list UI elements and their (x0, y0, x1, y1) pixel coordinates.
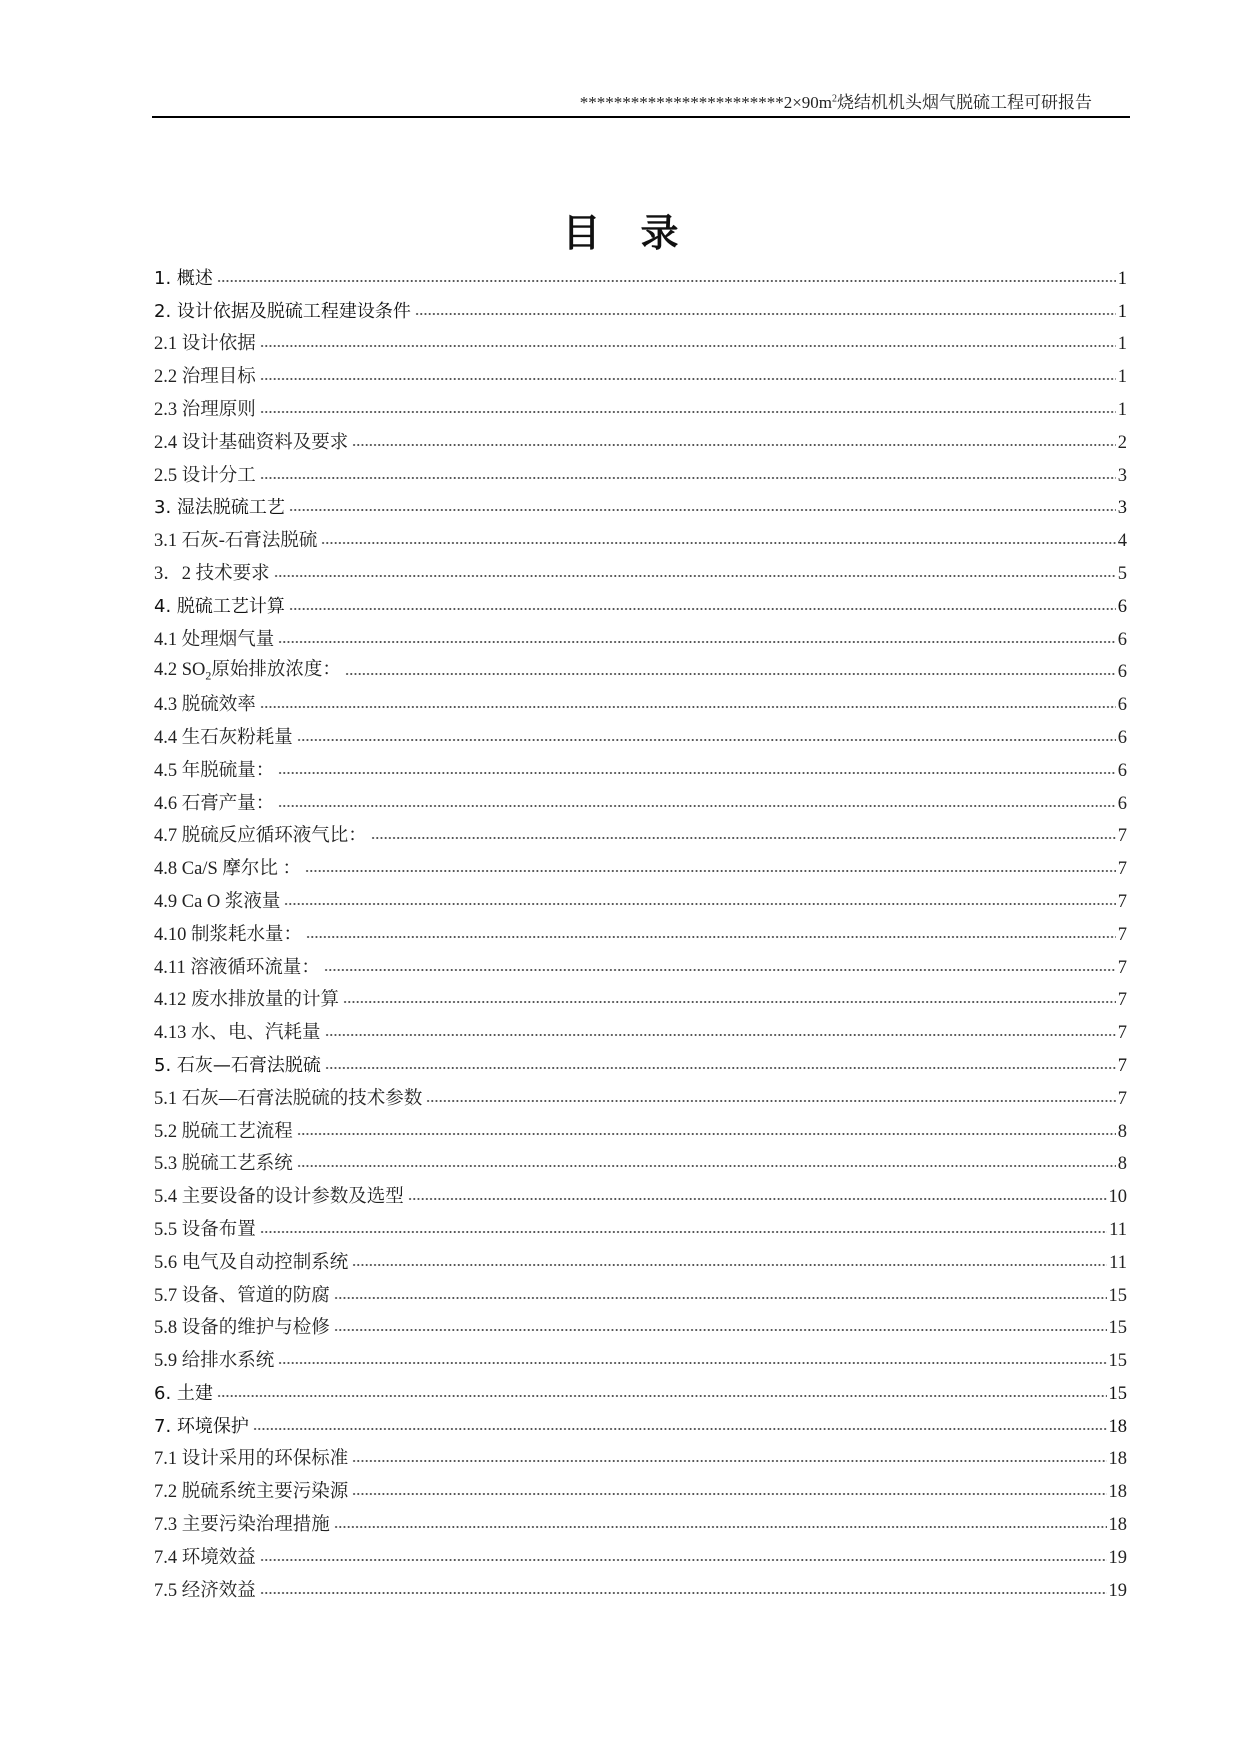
toc-entry-page-number: 2 (1117, 432, 1127, 453)
toc-entry-label (154, 1444, 352, 1470)
toc-entry[interactable] (154, 1175, 1127, 1208)
toc-entry[interactable] (154, 454, 1127, 487)
toc-dot-leader (260, 376, 1116, 382)
toc-entry-label (154, 854, 305, 880)
toc-dot-leader (289, 606, 1116, 612)
toc-entry-page-number: 8 (1117, 1154, 1127, 1175)
toc-entry[interactable] (154, 683, 1127, 716)
toc-entry[interactable] (154, 1241, 1127, 1274)
toc-entry-page-number: 7 (1117, 1055, 1127, 1076)
toc-entry[interactable] (154, 1208, 1127, 1241)
toc-entry[interactable] (154, 355, 1127, 388)
toc-entry-page-number: 8 (1117, 1121, 1127, 1142)
toc-entry[interactable] (154, 388, 1127, 421)
toc-dot-leader (274, 573, 1116, 579)
page-header (152, 84, 1130, 118)
toc-entry-label-text: 6. 土建 (154, 1382, 213, 1404)
toc-entry-page-number: 11 (1109, 1252, 1127, 1273)
toc-entry-page-number: 6 (1117, 760, 1127, 781)
toc-dot-leader (408, 1196, 1107, 1202)
toc-entry[interactable] (154, 487, 1127, 520)
toc-dot-leader (253, 1426, 1107, 1432)
toc-entry-label (154, 329, 260, 355)
toc-dot-leader (278, 1360, 1106, 1366)
toc-dot-leader (297, 737, 1116, 743)
toc-entry-label-text: 2.5 设计分工 (154, 465, 256, 486)
toc-entry-label (154, 789, 278, 815)
toc-entry-label (154, 953, 324, 979)
toc-entry-label (154, 625, 278, 651)
toc-entry-page-number: 1 (1117, 268, 1127, 289)
toc-entry-page-number: 19 (1108, 1580, 1127, 1601)
toc-entry-page-number: 1 (1117, 334, 1127, 355)
toc-entry-label (154, 1346, 278, 1372)
toc-entry[interactable] (154, 913, 1127, 946)
toc-entry-label (154, 1477, 352, 1503)
toc-entry-page-number: 4 (1117, 531, 1127, 552)
toc-dot-leader (297, 1131, 1116, 1137)
toc-entry-label (154, 756, 278, 782)
toc-entry-page-number: 7 (1117, 859, 1127, 880)
toc-entry-page-number: 6 (1117, 727, 1127, 748)
toc-entry-page-number: 7 (1117, 891, 1127, 912)
toc-entry[interactable] (154, 290, 1127, 323)
toc-entry[interactable] (154, 815, 1127, 848)
header-text-suffix: 烧结机机头烟气脱硫工程可研报告 (837, 93, 1092, 112)
toc-entry[interactable] (154, 1077, 1127, 1110)
toc-dot-leader (260, 1590, 1107, 1596)
toc-entry-label-text: 3.1 石灰-石膏法脱硫 (154, 531, 318, 552)
toc-entry-label-text: 4.2 SO (154, 659, 206, 680)
toc-entry-label (154, 461, 260, 487)
toc-entry-label-text: 4.8 Ca/S 摩尔比 ： (154, 859, 301, 880)
toc-entry-page-number: 6 (1117, 793, 1127, 814)
toc-entry-label (154, 592, 289, 618)
toc-entry-label-text: 4.5 年脱硫量： (154, 760, 275, 781)
toc-entry[interactable] (154, 1569, 1127, 1602)
toc-dot-leader (334, 1327, 1107, 1333)
toc-entry[interactable] (154, 880, 1127, 913)
toc-entry-label (154, 1576, 260, 1602)
toc-entry-page-number: 18 (1108, 1449, 1127, 1470)
toc-entry[interactable] (154, 257, 1127, 290)
toc-entry-label (154, 297, 415, 323)
toc-entry[interactable] (154, 1503, 1127, 1536)
toc-entry[interactable] (154, 749, 1127, 782)
toc-dot-leader (415, 311, 1116, 317)
toc-dot-leader (260, 704, 1116, 710)
toc-entry-label-text: 4.3 脱硫效率 (154, 695, 256, 716)
table-of-contents (154, 257, 1127, 1602)
toc-entry-label-text: 2.1 设计依据 (154, 334, 256, 355)
toc-entry-label-text: 1. 概述 (154, 267, 213, 289)
toc-entry-label-text: 2.3 治理原则 (154, 399, 256, 420)
toc-entry[interactable] (154, 1470, 1127, 1503)
toc-dot-leader (278, 770, 1115, 776)
toc-dot-leader (321, 540, 1115, 546)
toc-entry-label-text: 5.1 石灰—石膏法脱硫的技术参数 (154, 1088, 423, 1109)
toc-dot-leader (352, 442, 1115, 448)
toc-entry-page-number: 5 (1117, 563, 1127, 584)
toc-entry-page-number: 6 (1117, 662, 1127, 683)
toc-entry-label-text: 7.4 环境效益 (154, 1547, 256, 1568)
toc-entry-page-number: 15 (1108, 1318, 1127, 1339)
toc-entry[interactable] (154, 782, 1127, 815)
toc-entry[interactable] (154, 847, 1127, 880)
toc-entry-label (154, 1543, 260, 1569)
toc-entry-label (154, 1281, 334, 1307)
toc-entry[interactable] (154, 1110, 1127, 1143)
toc-entry-page-number: 1 (1117, 367, 1127, 388)
toc-entry-page-number: 6 (1117, 695, 1127, 716)
toc-entry-label-text: 5.4 主要设备的设计参数及选型 (154, 1187, 404, 1208)
toc-entry-label-text: 4.6 石膏产量： (154, 793, 275, 814)
toc-entry-label (154, 1510, 334, 1536)
toc-entry[interactable] (154, 651, 1127, 684)
toc-entry-label-text: 4.7 脱硫反应循环液气比： (154, 826, 367, 847)
toc-dot-leader (426, 1098, 1115, 1104)
toc-entry[interactable] (154, 552, 1127, 585)
toc-entry-label (154, 1215, 260, 1241)
toc-dot-leader (260, 1229, 1107, 1235)
toc-dot-leader (297, 1163, 1116, 1169)
header-superscript: 2 (832, 93, 837, 105)
toc-entry-label-text: 7.5 经济效益 (154, 1580, 256, 1601)
toc-entry-label-text: 2. 设计依据及脱硫工程建设条件 (154, 300, 411, 322)
toc-entry-label-subscript: 2 (205, 668, 212, 683)
toc-dot-leader (278, 639, 1115, 645)
toc-entry[interactable] (154, 1011, 1127, 1044)
toc-entry-page-number: 15 (1108, 1351, 1127, 1372)
toc-entry-label-text: 5.3 脱硫工艺系统 (154, 1154, 293, 1175)
toc-entry[interactable] (154, 1307, 1127, 1340)
toc-entry-label (154, 690, 260, 716)
toc-entry-label (154, 723, 297, 749)
toc-dot-leader (217, 278, 1116, 284)
toc-entry-page-number: 7 (1117, 1088, 1127, 1109)
toc-entry-page-number: 15 (1108, 1285, 1127, 1306)
toc-entry[interactable] (154, 585, 1127, 618)
toc-dot-leader (325, 1065, 1116, 1071)
toc-entry-label-text: 5.2 脱硫工艺流程 (154, 1121, 293, 1142)
toc-dot-leader (260, 409, 1116, 415)
toc-dot-leader (260, 343, 1116, 349)
toc-entry[interactable] (154, 1044, 1127, 1077)
toc-entry-label (154, 985, 343, 1011)
toc-entry-page-number: 6 (1117, 596, 1127, 617)
toc-entry[interactable] (154, 716, 1127, 749)
toc-entry-label (154, 887, 284, 913)
toc-dot-leader (278, 803, 1115, 809)
toc-entry-label (154, 1018, 325, 1044)
toc-dot-leader (371, 835, 1116, 841)
toc-entry-label-text: 3．2 技术要求 (154, 563, 270, 584)
toc-entry-page-number: 7 (1117, 826, 1127, 847)
toc-entry-label-text: 5.9 给排水系统 (154, 1351, 275, 1372)
toc-entry-page-number: 10 (1108, 1187, 1127, 1208)
toc-entry-page-number: 1 (1117, 399, 1127, 420)
toc-entry-page-number: 19 (1108, 1547, 1127, 1568)
toc-entry-label-text: 4.13 水、电、汽耗量 (154, 1023, 321, 1044)
toc-entry-label (154, 395, 260, 421)
toc-entry-label (154, 559, 274, 585)
toc-entry-label (154, 1149, 297, 1175)
toc-dot-leader (324, 967, 1116, 973)
toc-entry-label (154, 428, 352, 454)
header-text-prefix: ************************2×90m (579, 93, 832, 112)
toc-entry-page-number: 18 (1108, 1482, 1127, 1503)
toc-dot-leader (289, 507, 1116, 513)
toc-dot-leader (325, 1032, 1116, 1038)
toc-dot-leader (334, 1524, 1107, 1530)
toc-entry-label-text: 2.2 治理目标 (154, 367, 256, 388)
toc-entry-page-number: 7 (1117, 924, 1127, 945)
header-title (580, 88, 1092, 113)
toc-entry-label (154, 1051, 325, 1077)
toc-entry-label-text: 7.2 脱硫系统主要污染源 (154, 1482, 349, 1503)
toc-dot-leader (217, 1393, 1107, 1399)
toc-entry-page-number: 11 (1109, 1219, 1127, 1240)
toc-entry-page-number: 7 (1117, 957, 1127, 978)
toc-entry-label-text: 4.1 处理烟气量 (154, 629, 275, 650)
toc-entry[interactable] (154, 946, 1127, 979)
toc-entry-label-text: 7.1 设计采用的环保标准 (154, 1449, 349, 1470)
toc-dot-leader (260, 475, 1116, 481)
toc-entry[interactable] (154, 1438, 1127, 1471)
toc-entry-label-text: 5.6 电气及自动控制系统 (154, 1252, 349, 1273)
toc-entry-label (154, 362, 260, 388)
toc-entry-page-number: 18 (1108, 1416, 1127, 1437)
toc-entry-label-text: 4.9 Ca O 浆液量 (154, 891, 281, 912)
toc-entry-label-text-after: 原始排放浓度： (211, 659, 341, 680)
toc-entry-label (154, 1084, 426, 1110)
toc-entry[interactable] (154, 1405, 1127, 1438)
toc-entry-page-number: 3 (1117, 498, 1127, 519)
toc-entry-label (154, 526, 321, 552)
toc-entry-label-text: 5.8 设备的维护与检修 (154, 1318, 330, 1339)
toc-dot-leader (306, 934, 1116, 940)
toc-entry[interactable] (154, 323, 1127, 356)
toc-entry-label (154, 1182, 408, 1208)
toc-entry[interactable] (154, 979, 1127, 1012)
toc-entry-label (154, 1313, 334, 1339)
toc-dot-leader (334, 1295, 1107, 1301)
toc-entry[interactable] (154, 618, 1127, 651)
toc-entry-label (154, 920, 306, 946)
toc-entry-label-text: 2.4 设计基础资料及要求 (154, 432, 349, 453)
toc-entry-label-text: 4.11 溶液循环流量： (154, 957, 320, 978)
toc-entry-label-text: 5.5 设备布置 (154, 1219, 256, 1240)
toc-dot-leader (352, 1458, 1106, 1464)
toc-entry[interactable] (154, 1372, 1127, 1405)
toc-title: 目录 (562, 211, 719, 255)
toc-entry-page-number: 7 (1117, 990, 1127, 1011)
toc-entry-label (154, 493, 289, 519)
toc-entry-label-text: 5.7 设备、管道的防腐 (154, 1285, 330, 1306)
toc-dot-leader (284, 901, 1115, 907)
toc-entry-page-number: 3 (1117, 465, 1127, 486)
toc-entry-label-text: 7.3 主要污染治理措施 (154, 1515, 330, 1536)
toc-dot-leader (352, 1262, 1107, 1268)
toc-dot-leader (352, 1491, 1106, 1497)
toc-entry[interactable] (154, 1274, 1127, 1307)
toc-entry-label-text: 4.10 制浆耗水量： (154, 924, 303, 945)
toc-entry-label-text: 7. 环境保护 (154, 1415, 249, 1437)
toc-entry-label-text: 5. 石灰—石膏法脱硫 (154, 1054, 321, 1076)
toc-entry-page-number: 1 (1117, 301, 1127, 322)
toc-entry-page-number: 7 (1117, 1023, 1127, 1044)
toc-entry[interactable] (154, 421, 1127, 454)
toc-entry-label (154, 1117, 297, 1143)
toc-entry-label (154, 1248, 352, 1274)
toc-dot-leader (305, 868, 1116, 874)
toc-dot-leader (260, 1557, 1107, 1563)
toc-entry-page-number: 18 (1108, 1515, 1127, 1536)
toc-dot-leader (345, 671, 1116, 677)
toc-entry-label-text: 4. 脱硫工艺计算 (154, 595, 285, 617)
toc-entry-label (154, 1412, 253, 1438)
toc-entry-label (154, 655, 345, 684)
toc-entry[interactable] (154, 1536, 1127, 1569)
toc-entry[interactable] (154, 519, 1127, 552)
toc-entry-label (154, 821, 371, 847)
toc-entry-page-number: 15 (1108, 1383, 1127, 1404)
toc-entry-label (154, 1379, 217, 1405)
toc-entry-label-text: 4.12 废水排放量的计算 (154, 990, 340, 1011)
toc-entry-page-number: 6 (1117, 629, 1127, 650)
toc-dot-leader (343, 999, 1116, 1005)
toc-entry-label-text: 4.4 生石灰粉耗量 (154, 727, 293, 748)
toc-entry[interactable] (154, 1339, 1127, 1372)
toc-entry[interactable] (154, 1143, 1127, 1176)
toc-entry-label (154, 264, 217, 290)
toc-entry-label-text: 3. 湿法脱硫工艺 (154, 497, 285, 519)
